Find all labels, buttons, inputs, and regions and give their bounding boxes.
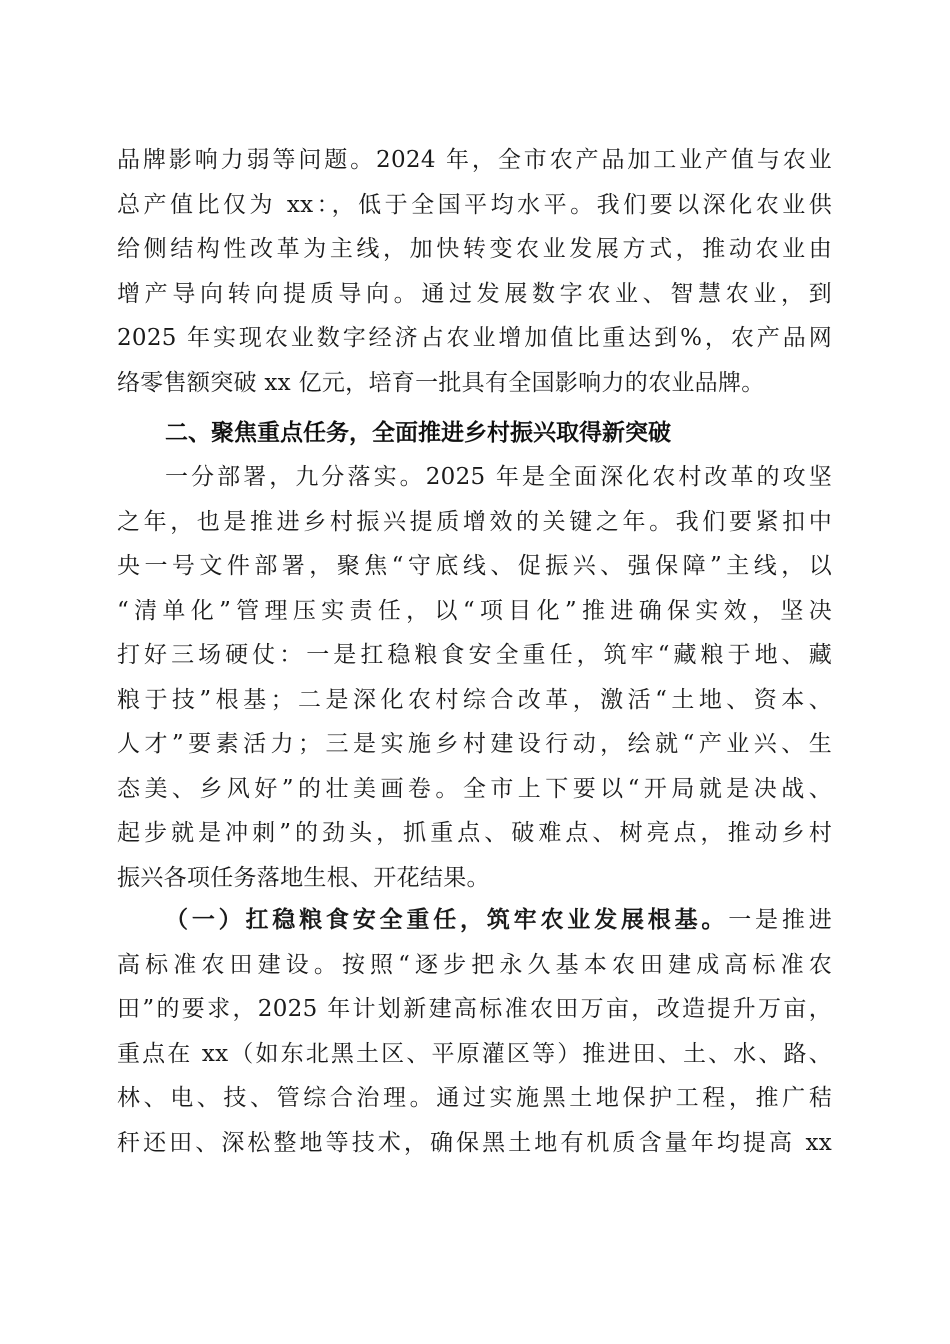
paragraph-1-line: 络零售额突破 xx 亿元，培育一批具有全国影响力的农业品牌。 [117,369,765,396]
paragraph-3-first-line [117,898,832,943]
paragraph-1-line: 总产值比仅为 xx：，低于全国平均水平。我们要以深化农业供 [117,191,832,218]
paragraph-2-line: “清单化”管理压实责任，以“项目化”推进确保实效，坚决 [117,597,832,624]
paragraph-2-line: 之年，也是推进乡村振兴提质增效的关键之年。我们要紧扣中 [117,508,832,535]
paragraph-3-line: 高标准农田建设。按照“逐步把永久基本农田建成高标准农 [117,951,832,978]
paragraph-1-line: 2025 年实现农业数字经济占农业增加值比重达到%，农产品网 [117,325,832,351]
paragraph-3-line: 田”的要求，2025 年计划新建高标准农田万亩，改造提升万亩， [117,996,832,1022]
paragraph-2-line: 粮于技”根基；二是深化农村综合改革，激活“土地、资本、 [117,686,832,713]
paragraph-1-line: 增产导向转向提质导向。通过发展数字农业、智慧农业，到 [117,280,832,307]
paragraph-2-line: 央一号文件部署，聚焦“守底线、促振兴、强保障”主线，以 [117,553,832,579]
paragraph-2-line: 打好三场硬仗：一是扛稳粮食安全重任，筑牢“藏粮于地、藏 [117,642,832,668]
paragraph-1 [117,138,832,405]
paragraph-3 [117,898,832,1165]
paragraph-3-lead-bold: （一）扛稳粮食安全重任，筑牢农业发展根基。 [165,906,729,933]
paragraph-1-line: 品牌影响力弱等问题。2024 年，全市农产品加工业产值与农业 [117,147,832,173]
paragraph-3-line: 秆还田、深松整地等技术，确保黑土地有机质含量年均提高 xx [117,1129,832,1156]
section-heading: 二、聚焦重点任务，全面推进乡村振兴取得新突破 [165,420,671,446]
paragraph-2 [117,455,832,900]
paragraph-3-line: 林、电、技、管综合治理。通过实施黑土地保护工程，推广秸 [117,1085,832,1111]
paragraph-1-line: 给侧结构性改革为主线，加快转变农业发展方式，推动农业由 [117,236,832,262]
paragraph-2-line: 一分部署，九分落实。2025 年是全面深化农村改革的攻坚 [165,464,832,490]
paragraph-2-line: 振兴各项任务落地生根、开花结果。 [117,864,490,891]
paragraph-2-line: 态美、乡风好”的壮美画卷。全市上下要以“开局就是决战、 [117,775,832,802]
paragraph-2-line: 人才”要素活力；三是实施乡村建设行动，绘就“产业兴、生 [117,731,832,757]
paragraph-3-line: 重点在 xx（如东北黑土区、平原灌区等）推进田、土、水、路、 [117,1040,832,1067]
paragraph-3-lead-rest: 一是推进 [728,907,832,933]
paragraph-2-line: 起步就是冲刺”的劲头，抓重点、破难点、树亮点，推动乡村 [117,820,832,846]
